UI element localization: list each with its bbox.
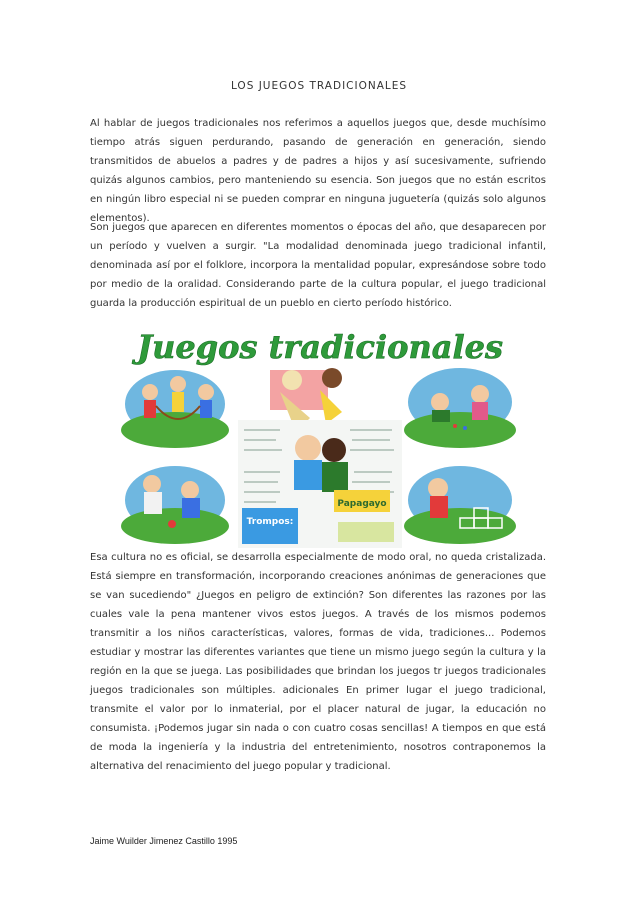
illustration-heading: Juegos tradicionales — [136, 328, 504, 366]
juegos-tradicionales-illustration — [120, 322, 520, 550]
paragraph-2: Son juegos que aparecen en diferentes momentos o épocas del año, que desaparecen por un período y vuelven a surgir. "La modalidad denominada juego tradicional infantil, denominada así por el folklore, incorpora la mentalidad popular, expresándose sobre todo por medio de la oralidad. Considerando parte de la cultura popular, el juego tradicional guarda la producción espiritual de un pueblo en cierto período histórico. — [90, 222, 546, 309]
footer-author: Jaime Wuilder Jimenez Castillo 1995 — [90, 836, 238, 846]
ball-game-scene — [121, 466, 229, 544]
hopscotch-scene — [404, 466, 516, 544]
game-list-panel — [238, 420, 402, 548]
trompos-label: Trompos: — [246, 517, 294, 527]
jump-rope-scene — [121, 370, 229, 448]
paragraph-1: Al hablar de juegos tradicionales nos referimos a aquellos juegos que, desde muchísimo tiempo atrás siguen perdurando, pasando de generación en generación, siendo transmitidos de abuelos a padres y de padres a hijos y así sucesivamente, sufriendo quizás algunos cambios, pero manteniendo su esencia. Son juegos que no están escritos en ningún libro especial ni se pueden comprar en ninguna juguetería (quizás solo algunos elementos). — [90, 118, 546, 224]
page-title: LOS JUEGOS TRADICIONALES — [230, 80, 408, 92]
marbles-scene — [404, 368, 516, 448]
papagayo-label: Papagayo — [337, 499, 387, 509]
paragraph-3: Esa cultura no es oficial, se desarrolla especialmente de modo oral, no queda cristalizada. Está siempre en transformación, incorporando creaciones anónimas de generaciones que se van sucediendo" ¿Juegos en peligro de extinción? Son diferentes las razones por las cuales vale la pena mantener vivos estos juegos. A través de los mismos podemos transmitir a los niños características, valores, formas de vida, tradiciones... Podemos estudiar y mostrar las diferentes variantes que tiene un mismo juego según la cultura y la región en la que se juega. Las posibilidades que brindan los juegos tr juegos tradicionales juegos tradicionales son múltiples. adicionales En primer lugar el juego tradicional, transmite el valor por lo inmaterial, por el placer natural de jugar, la educación no consumista. ¡Podemos jugar sin nada o con cuatro cosas sencillas! A tiempos en que está de moda la ingeniería y la industria del entretenimiento, nosotros contraponemos la alternativa del renacimiento del juego popular y tradicional. — [90, 552, 546, 772]
